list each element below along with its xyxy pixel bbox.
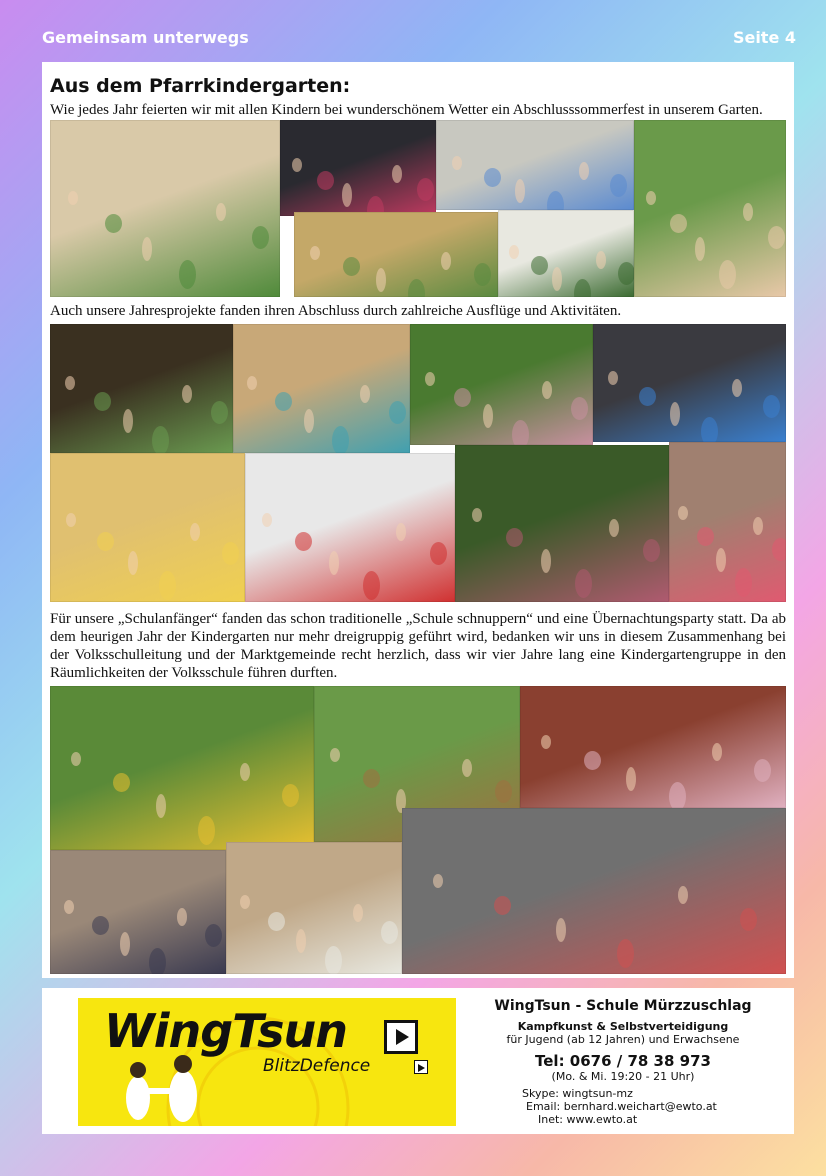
photo-figure (512, 420, 529, 445)
photo-figure (363, 769, 380, 788)
photo-figure (408, 279, 425, 297)
photo-reading-boys (593, 324, 786, 442)
ad-skype: Skype: wingtsun-mz (522, 1087, 633, 1100)
photo-sandbox (294, 212, 498, 297)
article-title: Aus dem Pfarrkindergarten: (50, 75, 351, 97)
photo-figure (579, 162, 589, 180)
photo-figure (296, 929, 306, 953)
photo-figure (353, 904, 363, 922)
ad-text (460, 998, 786, 1083)
photo-sleepover (520, 686, 786, 808)
photo-figure (123, 409, 133, 433)
photo-medal-group (50, 453, 245, 602)
article-panel (42, 62, 794, 978)
photo-figure (626, 767, 636, 791)
photo-school-group (402, 808, 786, 974)
photo-figure (732, 379, 742, 397)
photo-figure (646, 191, 656, 205)
photo-figure (64, 900, 74, 914)
photo-figure (542, 381, 552, 399)
photo-figure (618, 262, 634, 285)
photo-figure (716, 548, 726, 572)
photo-figure (113, 773, 130, 792)
ad-phone: Tel: 0676 / 78 38 973 (535, 1052, 711, 1070)
photo-figure (94, 392, 111, 411)
photo-figure (609, 519, 619, 537)
photo-figure (128, 551, 138, 575)
photo-figure (332, 426, 349, 453)
photo-figure (719, 260, 736, 289)
photo-figure (574, 279, 591, 297)
photo-figure (697, 527, 714, 546)
photo-figure (295, 532, 312, 551)
photo-figure (363, 571, 380, 600)
ad-tagline: Kampfkunst & Selbstverteidigung (517, 1020, 729, 1033)
photo-tree-group (455, 445, 669, 602)
photo-figure (541, 549, 551, 573)
photo-figure (768, 226, 785, 249)
photo-figure (425, 372, 435, 386)
school-name: WingTsun - Schule Mürzzuschlag (494, 998, 752, 1014)
photo-figure (317, 171, 334, 190)
photo-figure (159, 571, 176, 600)
photo-figure (330, 748, 340, 762)
photo-figure (105, 214, 122, 233)
photo-parachute-circle (280, 120, 436, 216)
photo-figure (92, 916, 109, 935)
photo-figure (556, 918, 566, 942)
ad-audience: für Jugend (ab 12 Jahren) und Erwachsene (506, 1033, 740, 1046)
photo-figure (552, 267, 562, 291)
photo-figure (571, 397, 588, 420)
paragraph-projects: Auch unsere Jahresprojekte fanden ihren Abschluss durch zahlreiche Ausflüge und Aktivitäten. (50, 303, 622, 319)
photo-figure (712, 743, 722, 761)
photo-school-backpacks (50, 850, 226, 974)
photo-figure (575, 569, 592, 598)
photo-figure (222, 542, 239, 565)
ad-email[interactable]: Email: bernhard.weichart@ewto.at (526, 1100, 717, 1113)
photo-painting-fence (50, 120, 280, 297)
photo-figure (268, 912, 285, 931)
photo-figure (360, 385, 370, 403)
photo-figure (247, 376, 257, 390)
photo-figure (211, 401, 228, 424)
photo-figure (509, 245, 519, 259)
photo-figure (472, 508, 482, 522)
photo-figure (190, 523, 200, 541)
ad-website[interactable]: Inet: www.ewto.at (538, 1113, 638, 1126)
photo-figure (670, 214, 687, 233)
photo-figure (454, 388, 471, 407)
small-play-icon (414, 1060, 428, 1074)
photo-figure (329, 551, 339, 575)
photo-figure (506, 528, 523, 547)
photo-figure (292, 158, 302, 172)
photo-figure (65, 376, 75, 390)
photo-figure (430, 542, 447, 565)
photo-figure (71, 752, 81, 766)
play-icon (384, 1020, 418, 1054)
photo-figure (494, 896, 511, 915)
photo-figure (763, 395, 780, 418)
photo-figure (97, 532, 114, 551)
photo-figure (342, 183, 352, 207)
photo-figure (531, 256, 548, 275)
photo-figure (547, 191, 564, 210)
photo-figure (120, 932, 130, 956)
photo-figure (678, 506, 688, 520)
page-number: Seite 4 (732, 28, 796, 47)
photo-figure (177, 908, 187, 926)
photo-figure (735, 568, 752, 597)
photo-figure (198, 816, 215, 845)
photo-figure (66, 513, 76, 527)
photo-figure (452, 156, 462, 170)
photo-figure (610, 174, 627, 197)
header-title: Gemeinsam unterwegs (42, 28, 249, 47)
photo-figure (304, 409, 314, 433)
photo-figure (740, 908, 757, 931)
photo-campfire-circle (50, 686, 314, 850)
photo-figure (483, 404, 493, 428)
photo-figure (701, 417, 718, 442)
photo-figure (743, 203, 753, 221)
photo-figure (754, 759, 771, 782)
photo-figure (240, 895, 250, 909)
photo-figure (205, 924, 222, 947)
wingtsun-logo (78, 998, 456, 1126)
photo-figure (325, 946, 342, 974)
photo-figure (152, 426, 169, 453)
photo-figure (156, 794, 166, 818)
photo-figure (474, 263, 491, 286)
photo-figure (417, 178, 434, 201)
photo-figure (262, 513, 272, 527)
logo-text: WingTsun (104, 1004, 347, 1058)
photo-figure (670, 402, 680, 426)
photo-figure (596, 251, 606, 269)
photo-figure (433, 874, 443, 888)
page-header (42, 28, 796, 48)
photo-figure (462, 759, 472, 777)
paragraph-summer-fest: Wie jedes Jahr feierten wir mit allen Kindern bei wunderschönem Wetter ein Abschlusssommerfest in unserem Garten. (50, 102, 763, 118)
photo-figure (343, 257, 360, 276)
paragraph-school-starters: Für unsere „Schulanfänger“ fanden das schon traditionelle „Schule schnuppern“ und eine Übernachtungsparty statt. Da ab dem heurigen Jahr der Kindergarten nur mehr dreigruppig geführt wird, bedanken wir uns in diesem Zusammenhang bei der Volksschulleitung und der Marktgemeinde recht herzlich, dass wir vier Jahre lang eine Kindergartengruppe in den Räumlichkeiten der Volksschule führen durften. (50, 611, 786, 681)
photo-figure (282, 784, 299, 807)
photo-figure (541, 735, 551, 749)
photo-figure (678, 886, 688, 904)
photo-figure (617, 939, 634, 968)
photo-figure (669, 782, 686, 808)
ad-hours: (Mo. & Mi. 19:20 - 21 Uhr) (551, 1070, 695, 1083)
photo-figure (240, 763, 250, 781)
photo-figure (381, 921, 398, 944)
photo-figure (310, 246, 320, 260)
photo-costume-play (669, 442, 786, 602)
photo-figure (695, 237, 705, 261)
sublogo-text: BlitzDefence (263, 1056, 371, 1076)
photo-figure (643, 539, 660, 562)
photo-figure (515, 179, 525, 203)
photo-figure (216, 203, 226, 221)
photo-figure (441, 252, 451, 270)
photo-figure (495, 780, 512, 803)
photo-rope-bridge (50, 324, 233, 453)
photo-figure (608, 371, 618, 385)
photo-gym-circle (233, 324, 410, 453)
photo-figure (639, 387, 656, 406)
photo-figure (772, 538, 786, 561)
photo-classroom (226, 842, 402, 974)
photo-figure (68, 191, 78, 205)
photo-figure (584, 751, 601, 770)
photo-figure (252, 226, 269, 249)
photo-water-play (436, 120, 634, 210)
photo-toy-table (498, 210, 634, 297)
photo-figure (396, 523, 406, 541)
photo-red-cross-van (245, 453, 455, 602)
photo-figure (392, 165, 402, 183)
advertisement (42, 988, 794, 1134)
photo-meadow-group (410, 324, 593, 445)
photo-figure (179, 260, 196, 289)
photo-figure (182, 385, 192, 403)
photo-figure (376, 268, 386, 292)
photo-figure (389, 401, 406, 424)
photo-figure (484, 168, 501, 187)
photo-figure (149, 948, 166, 974)
photo-figure (753, 517, 763, 535)
photo-face-paint-girl (634, 120, 786, 297)
photo-figure (275, 392, 292, 411)
photo-figure (142, 237, 152, 261)
